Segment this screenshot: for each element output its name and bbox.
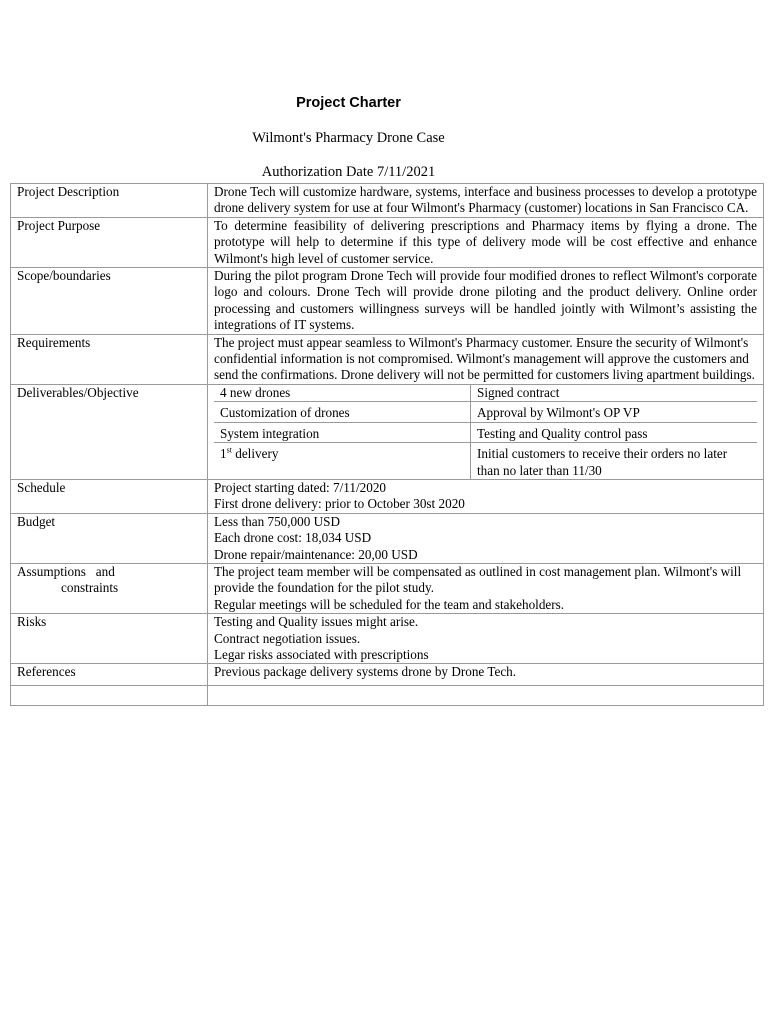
deliverable-item: System integration xyxy=(214,422,471,442)
row-assumptions xyxy=(11,563,764,613)
row-content: The project must appear seamless to Wilmont's Pharmacy customer. Ensure the security of Wilmont's confidential information is not compromised. Wilmont's management will approve the customers and send the confirmations. Drone delivery will not be permitted for customers living apartment buildings. xyxy=(208,334,764,384)
risk-line: Testing and Quality issues might arise. xyxy=(214,614,419,630)
row-label: Project Purpose xyxy=(11,217,208,267)
ordinal-number: 1 xyxy=(220,446,227,462)
row-content: To determine feasibility of delivering prescriptions and Pharmacy items by flying a drone. The prototype will help to determine if this type of delivery mode will be cost effective and enhance Wilmont's high level of customer service. xyxy=(208,217,764,267)
label-line: constraints xyxy=(61,580,119,596)
row-label xyxy=(11,563,208,613)
empty-cell xyxy=(11,685,208,705)
deliverable-item-text: delivery xyxy=(231,446,279,462)
empty-cell xyxy=(208,685,764,705)
deliverable-item: 4 new drones xyxy=(214,385,471,402)
schedule-line: Project starting dated: 7/11/2020 xyxy=(214,479,387,495)
assumptions-text: Regular meetings will be scheduled for the team and stakeholders. xyxy=(214,596,565,612)
row-content xyxy=(208,563,764,613)
deliverable-row xyxy=(214,402,757,422)
deliverable-objective: Initial customers to receive their orders no later than no later than 11/30 xyxy=(477,446,728,478)
label-line: Assumptions and xyxy=(17,563,115,579)
row-label: Scope/boundaries xyxy=(11,268,208,335)
row-risks xyxy=(11,614,764,664)
row-purpose xyxy=(11,217,764,267)
risk-line: Contract negotiation issues. xyxy=(214,630,361,646)
budget-line: Drone repair/maintenance: 20,00 USD xyxy=(214,546,418,562)
row-empty xyxy=(11,685,764,705)
row-label: Schedule xyxy=(11,479,208,513)
deliverable-row xyxy=(214,385,757,402)
deliverable-objective: Approval by Wilmont's OP VP xyxy=(471,402,758,422)
schedule-line: First drone delivery: prior to October 30st 2020 xyxy=(214,496,465,512)
row-content: Drone Tech will customize hardware, systems, interface and business processes to develop a prototype drone delivery system for use at four Wilmont's Pharmacy (customer) locations in San Francisco CA. xyxy=(208,184,764,218)
document-title: Project Charter xyxy=(296,95,401,111)
deliverable-objective: Testing and Quality control pass xyxy=(471,422,758,442)
deliverable-row xyxy=(214,443,757,479)
deliverable-item xyxy=(214,443,471,479)
authorization-date: Authorization Date 7/11/2021 xyxy=(261,164,436,180)
row-label: Requirements xyxy=(11,334,208,384)
ordinal-suffix: st xyxy=(226,445,232,455)
row-label: Project Description xyxy=(11,184,208,218)
risk-line: Legar risks associated with prescriptions xyxy=(214,646,429,662)
row-budget xyxy=(11,513,764,563)
assumptions-text: The project team member will be compensated as outlined in cost management plan. Wilmont's will provide the foundation for the pilot study. xyxy=(214,563,742,596)
charter-table xyxy=(10,183,764,706)
deliverables-cell xyxy=(208,384,764,479)
row-content xyxy=(208,614,764,664)
row-references xyxy=(11,664,764,685)
deliverable-item: Customization of drones xyxy=(214,402,471,422)
budget-line: Less than 750,000 USD xyxy=(214,513,341,529)
row-description xyxy=(11,184,764,218)
row-label: Risks xyxy=(11,614,208,664)
row-label: Deliverables/Objective xyxy=(11,384,208,479)
row-content xyxy=(208,479,764,513)
row-schedule xyxy=(11,479,764,513)
row-label: References xyxy=(11,664,208,685)
row-content: Previous package delivery systems drone by Drone Tech. xyxy=(208,664,764,685)
deliverable-row xyxy=(214,422,757,442)
row-content: During the pilot program Drone Tech will provide four modified drones to reflect Wilmont's corporate logo and colours. Drone Tech will provide drone piloting and the product delivery. Online order processing and customers willingness surveys will be handled jointly with Wilmont’s assisting the integrations of IT systems. xyxy=(208,268,764,335)
document-subtitle: Wilmont's Pharmacy Drone Case xyxy=(252,130,445,146)
deliverables-table xyxy=(214,385,757,479)
deliverable-objective: Signed contract xyxy=(471,385,758,402)
row-scope xyxy=(11,268,764,335)
row-content xyxy=(208,513,764,563)
row-label: Budget xyxy=(11,513,208,563)
row-requirements xyxy=(11,334,764,384)
budget-line: Each drone cost: 18,034 USD xyxy=(214,530,372,546)
row-deliverables xyxy=(11,384,764,479)
